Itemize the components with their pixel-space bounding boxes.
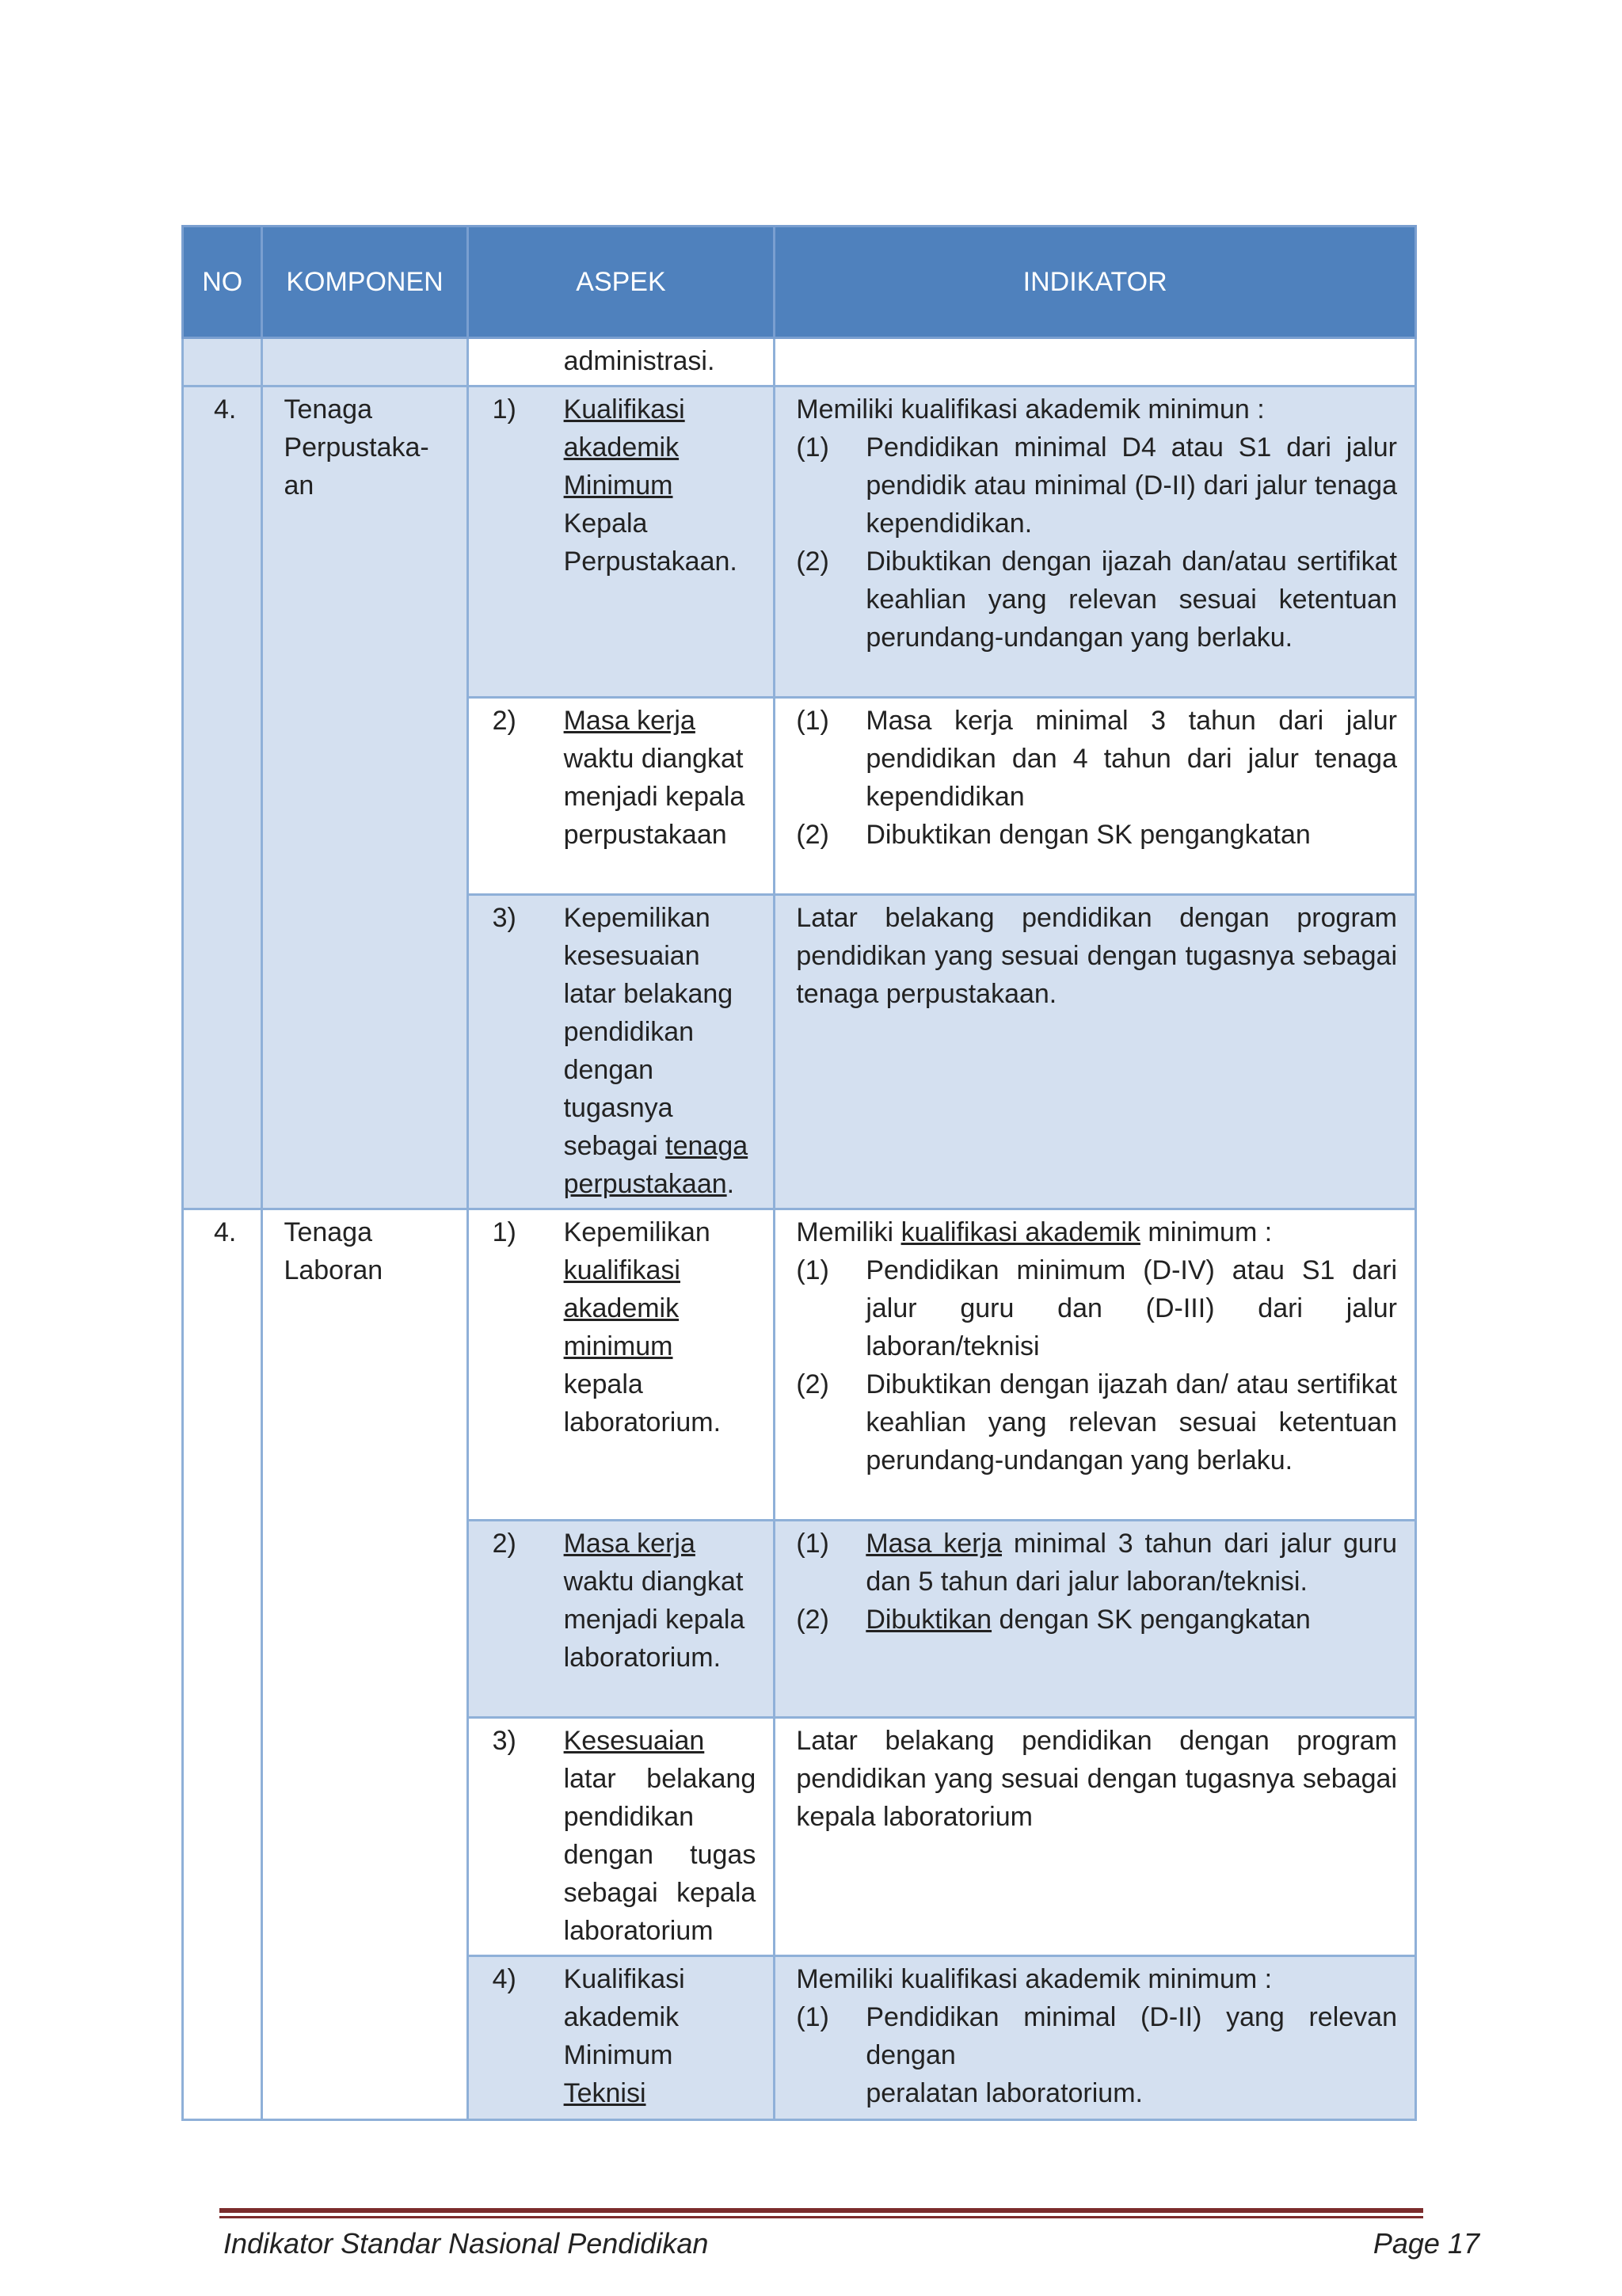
aspek-text: kepala laboratorium. [563, 1369, 722, 1437]
footer-rule-thin [219, 2216, 1423, 2218]
list-item: (2) Dibuktikan dengan SK pengangkatan [796, 820, 1311, 850]
footer-title: Indikator Standar Nasional Pendidikan [223, 2227, 709, 2260]
aspek-number: 2) [492, 1529, 516, 1559]
row-number: 4. [214, 1217, 237, 1247]
table-row [183, 338, 1416, 386]
aspek-text: Kepemilikan [563, 1217, 710, 1247]
indikator-text: Latar belakang pendidikan dengan program pendidikan yang sesuai dengan tugasnya sebagai kepala laboratorium [796, 1726, 1397, 1832]
aspek-text: Kualifikasi akademik Minimum [563, 1964, 685, 2070]
aspek-underlined: Masa kerja [563, 706, 695, 736]
list-item: (1) Masa kerja minimal 3 tahun dari jalur guru dan 5 tahun dari jalur laboran/teknisi. [796, 1529, 1398, 1597]
aspek-text: latar belakang pendidikan dengan tugas sebagai kepala laboratorium [563, 1764, 756, 1946]
aspek-text: Kepemilikan kesesuaian latar belakang pendidikan dengan tugasnya sebagai [563, 903, 733, 1161]
aspek-number: 4) [492, 1964, 516, 1994]
table-header-row [183, 227, 1416, 338]
komponen-label: Tenaga Laboran [284, 1217, 383, 1285]
indikator-text: Latar belakang pendidikan dengan program pendidikan yang sesuai dengan tugasnya sebagai tenaga perpustakaan. [796, 903, 1397, 1009]
header-komponen: KOMPONEN [262, 227, 467, 338]
aspek-number: 1) [492, 394, 516, 425]
page-number: Page 17 [1373, 2227, 1479, 2260]
table-row [183, 1209, 1416, 1521]
list-item: (1) Pendidikan minimal (D-II) yang relevan dengan [796, 2002, 1397, 2070]
aspek-underlined: kualifikasi akademik minimum [563, 1255, 680, 1361]
aspek-number: 2) [492, 706, 516, 736]
standards-table [181, 225, 1417, 2121]
aspek-number: 1) [492, 1217, 516, 1247]
aspek-underlined: Masa kerja [563, 1529, 695, 1559]
indikator-intro: Memiliki kualifikasi akademik minimum : [796, 1964, 1273, 1994]
aspek-number: 3) [492, 1726, 516, 1756]
indikator-tail: peralatan laboratorium. [866, 2078, 1143, 2108]
list-item: (1) Pendidikan minimum (D-IV) atau S1 dari jalur guru dan (D-III) dari jalur laboran/teknisi [796, 1255, 1397, 1361]
header-no: NO [183, 227, 262, 338]
aspek-underlined: Kualifikasi akademik Minimum [563, 394, 685, 501]
row-number: 4. [214, 394, 237, 425]
indikator-intro: Memiliki kualifikasi akademik minimun : [796, 394, 1265, 425]
aspek-text: Kepala Perpustakaan. [563, 508, 737, 577]
header-aspek: ASPEK [467, 227, 775, 338]
list-item: (2) Dibuktikan dengan ijazah dan/ atau sertifikat keahlian yang relevan sesuai ketentuan perundang-undangan yang berlaku. [796, 1369, 1397, 1475]
table-row: 3) Kepemilikan kesesuaian latar belakang pendidikan dengan tugasnya sebagai tenaga perpustakaan. Latar belakang pendidikan dengan program pendidikan yang sesuai dengan tugasnya sebagai tenaga perpustakaan. [183, 895, 1416, 1209]
table-row [183, 386, 1416, 698]
list-item: (2) Dibuktikan dengan ijazah dan/atau sertifikat keahlian yang relevan sesuai ketentuan perundang-undangan yang berlaku. [796, 546, 1397, 653]
aspek-text: waktu diangkat menjadi kepala laboratorium. [563, 1567, 745, 1673]
aspek-underlined: Teknisi [563, 2078, 646, 2108]
list-item: (1) Masa kerja minimal 3 tahun dari jalur pendidikan dan 4 tahun dari jalur tenaga kependidikan [796, 706, 1397, 812]
aspek-underlined: tenaga perpustakaan [563, 1131, 748, 1199]
komponen-label: Tenaga Perpustaka-an [284, 394, 429, 501]
list-item: (2) Dibuktikan dengan SK pengangkatan [796, 1605, 1311, 1635]
header-indikator: INDIKATOR [775, 227, 1416, 338]
footer-rule [219, 2208, 1423, 2213]
list-item: (1) Pendidikan minimal D4 atau S1 dari jalur pendidik atau minimal (D-II) dari jalur tenaga kependidikan. [796, 432, 1397, 539]
aspek-number: 3) [492, 903, 516, 933]
aspek-underlined: Kesesuaian [563, 1726, 705, 1756]
aspek-continuation: administrasi. [563, 346, 715, 376]
indikator-intro: Memiliki kualifikasi akademik minimum : [796, 1217, 1273, 1247]
aspek-text: waktu diangkat menjadi kepala perpustakaan [563, 744, 745, 850]
